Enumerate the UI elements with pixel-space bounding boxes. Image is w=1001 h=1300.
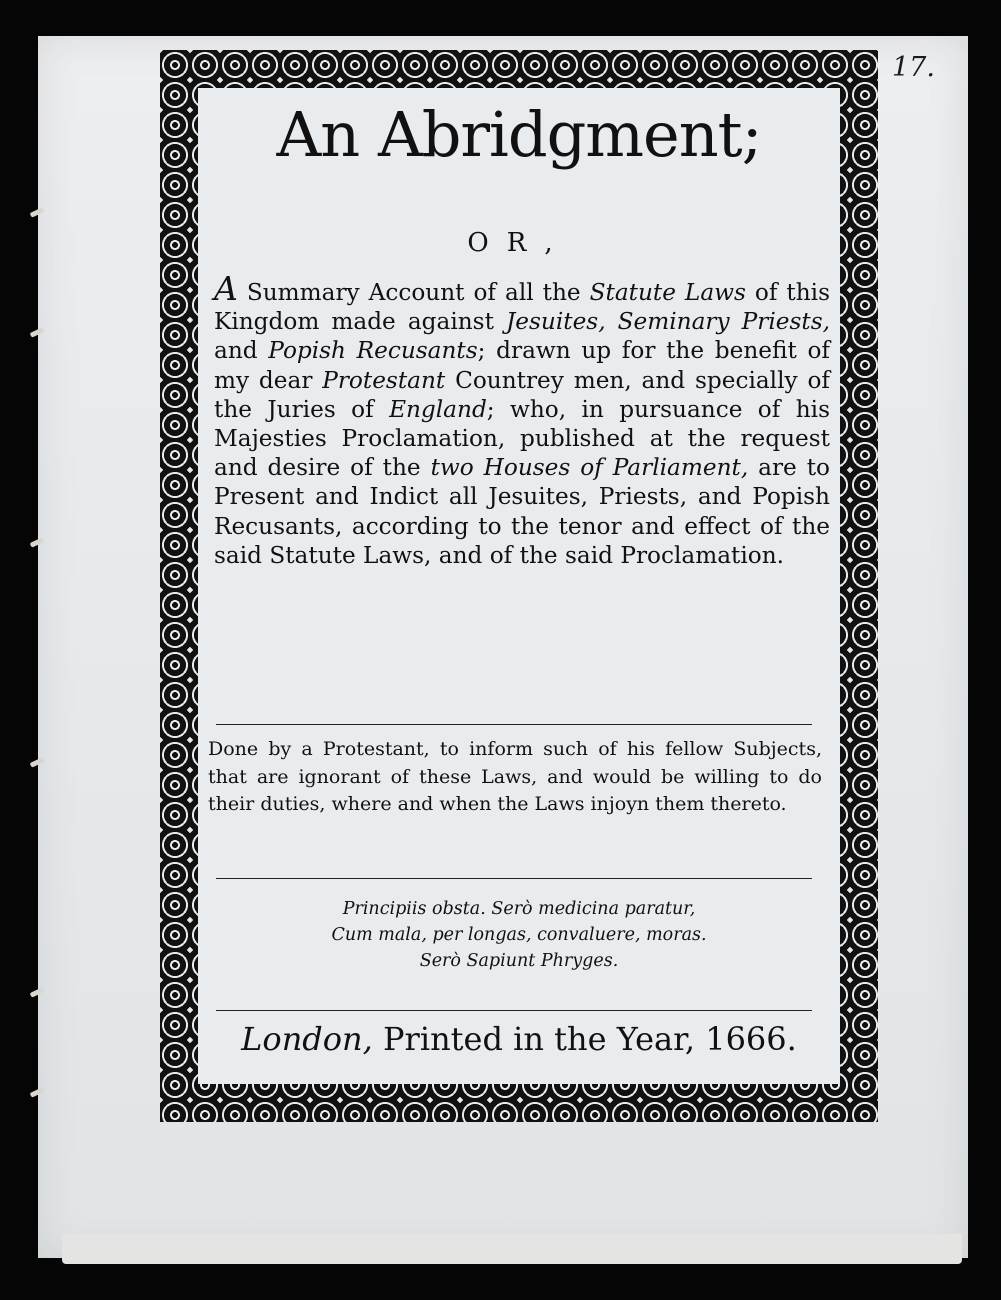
done-by-paragraph: Done by a Protestant, to inform such of his fellow Subjects, that are ignorant of these Laws, and would be willing to do their duties, where and when the Laws injoyn them thereto. <box>208 738 822 815</box>
horizontal-rule <box>216 1010 812 1011</box>
summary-text: are to Present and Indict all Jesuites, Priests, and Popish Recusants, according to the tenor and effect of the said Statute Laws, and of the said Proclamation. <box>214 454 831 569</box>
motto-line: Cum mala, per longas, convaluere, moras. <box>331 925 707 945</box>
title-page-content <box>198 88 840 1084</box>
page-number: 17. <box>892 52 935 83</box>
motto-line: Principiis obsta. Serò medicina paratur, <box>342 899 696 919</box>
summary-text: and <box>214 337 269 365</box>
imprint-text: Printed in the Year, 1666. <box>372 1020 797 1058</box>
or-divider-text: OR, <box>467 228 571 258</box>
lower-page-edge <box>62 1234 962 1264</box>
imprint <box>198 1020 840 1058</box>
summary-italic: England <box>389 395 487 423</box>
summary-paragraph <box>214 269 831 570</box>
summary-text: Countrey men, and specially of the Juries of <box>214 366 830 423</box>
motto-line: Serò Sapiunt Phryges. <box>419 951 619 971</box>
horizontal-rule <box>216 878 812 879</box>
imprint-place: London, <box>241 1020 373 1058</box>
summary-italic: two Houses of Parliament, <box>430 454 749 482</box>
summary-italic: Protestant <box>322 366 446 394</box>
latin-motto <box>198 896 840 974</box>
summary-text: Summary Account of all the <box>237 279 590 306</box>
summary-text: of this Kingdom made against <box>214 279 830 336</box>
summary-italic: Jesuites, Seminary Priests, <box>505 308 830 336</box>
summary-italic: Popish Recusants <box>268 337 478 365</box>
horizontal-rule <box>216 724 812 725</box>
main-title: An Abridgment; <box>276 98 762 171</box>
decorative-initial: A <box>214 269 238 308</box>
summary-text: ; drawn up for the benefit of my dear <box>214 337 830 394</box>
summary-italic: Statute Laws <box>589 279 746 306</box>
summary-text: ; who, in pursuance of his Majesties Proclamation, published at the request and desire of the <box>214 395 830 482</box>
